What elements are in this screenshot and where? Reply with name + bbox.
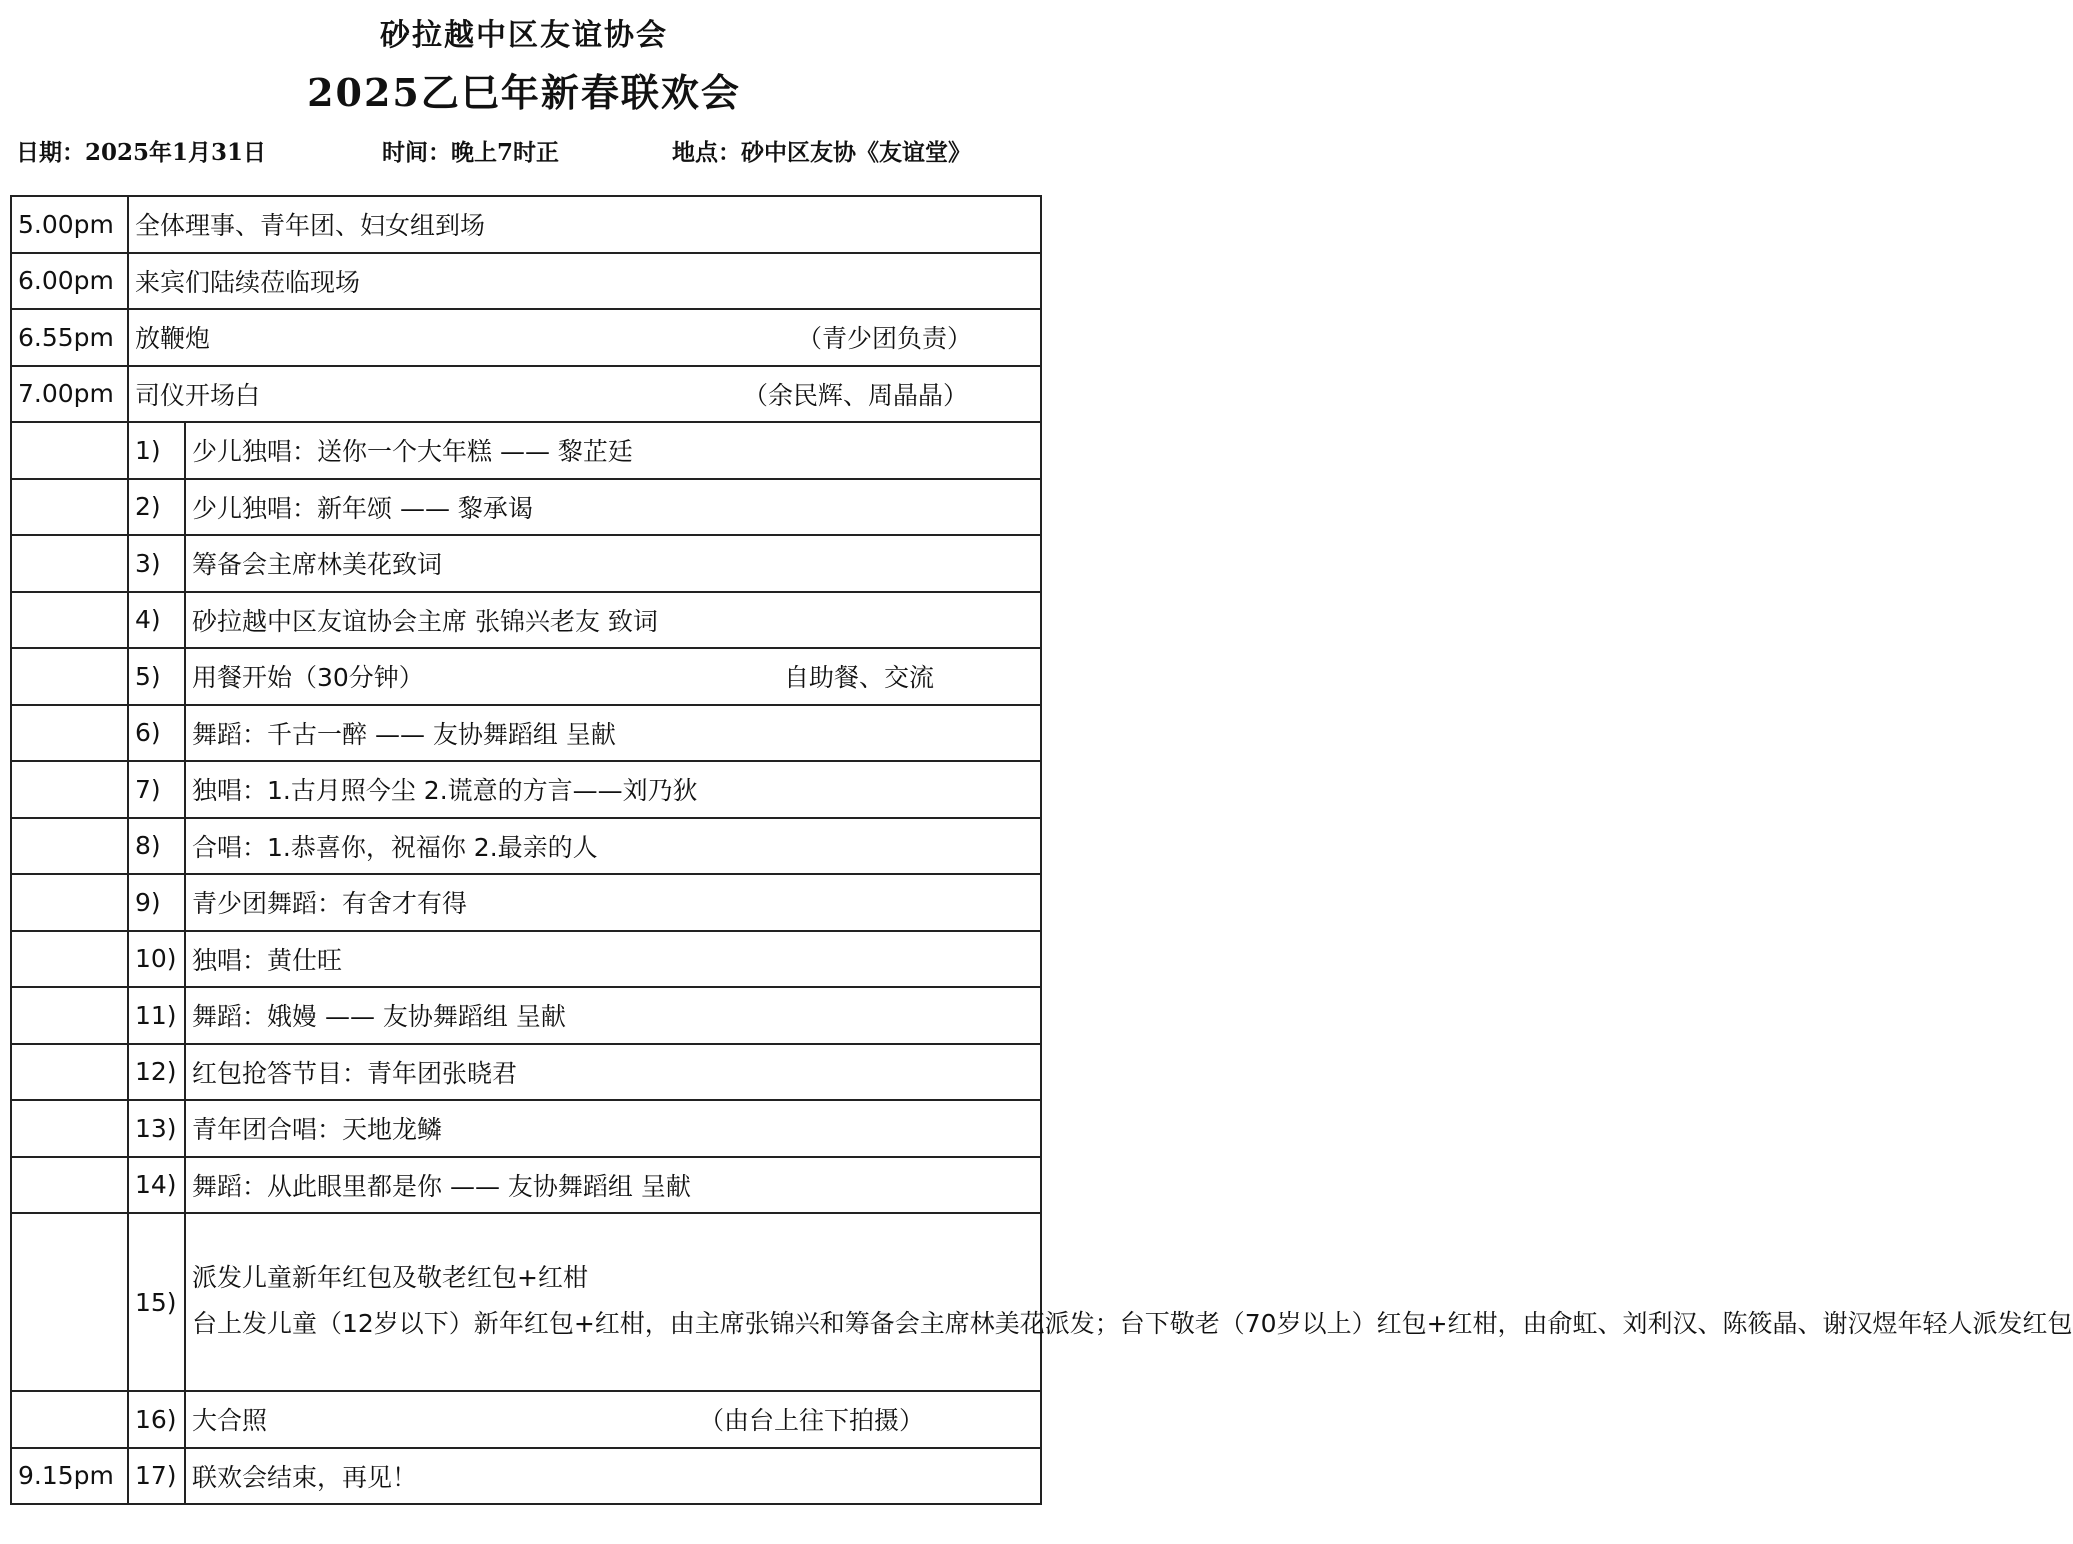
program-item-row (11, 874, 1041, 931)
item-text: 青少团舞蹈：有舍才有得 (185, 874, 1041, 931)
item-cell (185, 1391, 1041, 1448)
program-item-row (11, 422, 1041, 479)
time-cell: 5.00pm (11, 196, 128, 253)
program-item-row (11, 1044, 1041, 1101)
item-number: 2) (128, 479, 185, 536)
item-cell (185, 648, 1041, 705)
item-number: 9) (128, 874, 185, 931)
activity-cell (128, 196, 1041, 253)
program-item-row (11, 931, 1041, 988)
program-item-row (11, 818, 1041, 875)
item-number: 13) (128, 1100, 185, 1157)
event-venue: 地点：砂中区友协《友谊堂》 (672, 139, 971, 166)
item-text: 独唱：黄仕旺 (185, 931, 1041, 988)
item-text: 大合照 (192, 1406, 268, 1436)
item-detail: 台上发儿童（12岁以下）新年红包+红柑，由主席张锦兴和筹备会主席林美花派发；台下敬老（70岁以上）红包+红柑，由俞虹、刘利汉、陈筱晶、谢汉煜年轻人派发红包 (192, 1308, 2073, 1338)
item-number: 14) (128, 1157, 185, 1214)
program-item-row (11, 648, 1041, 705)
time-cell: 7.00pm (11, 366, 128, 423)
activity-cell (128, 366, 1041, 423)
item-text: 少儿独唱：送你一个大年糕 —— 黎芷廷 (185, 422, 1041, 479)
event-date: 日期：2025年1月31日 (16, 139, 267, 166)
item-text: 用餐开始（30分钟） (192, 663, 424, 693)
schedule-row (11, 253, 1041, 310)
item-number: 3) (128, 535, 185, 592)
activity-text: 来宾们陆续莅临现场 (135, 267, 361, 297)
item-number: 6) (128, 705, 185, 762)
item-text: 舞蹈：千古一醉 —— 友协舞蹈组 呈献 (185, 705, 1041, 762)
program-schedule-table (10, 195, 2073, 1505)
item-text: 合唱：1.恭喜你，祝福你 2.最亲的人 (185, 818, 1041, 875)
item-number: 4) (128, 592, 185, 649)
program-item-row (11, 761, 1041, 818)
item-text: 舞蹈：从此眼里都是你 —— 友协舞蹈组 呈献 (185, 1157, 1041, 1214)
item-number: 15) (128, 1213, 185, 1391)
item-number: 11) (128, 987, 185, 1044)
event-time: 时间：晚上7时正 (382, 139, 560, 166)
schedule-row (11, 1448, 1041, 1505)
item-number: 17) (128, 1448, 185, 1505)
item-text: 青年团合唱：天地龙鳞 (185, 1100, 1041, 1157)
item-number: 8) (128, 818, 185, 875)
item-note: 自助餐、交流 (783, 663, 934, 693)
item-text: 红包抢答节目：青年团张晓君 (185, 1044, 1041, 1101)
item-text: 独唱：1.古月照今尘 2.谎意的方言——刘乃狄 (185, 761, 1041, 818)
item-text: 舞蹈：娥嫚 —— 友协舞蹈组 呈献 (185, 987, 1041, 1044)
item-text: 联欢会结束，再见！ (185, 1448, 1041, 1505)
program-item-row (11, 1157, 1041, 1214)
organization-title: 砂拉越中区友谊协会 (380, 18, 668, 53)
item-text: 砂拉越中区友谊协会主席 张锦兴老友 致词 (185, 592, 1041, 649)
program-item-row (11, 479, 1041, 536)
item-number: 5) (128, 648, 185, 705)
program-item-row (11, 535, 1041, 592)
item-number: 1) (128, 422, 185, 479)
activity-text: 全体理事、青年团、妇女组到场 (135, 211, 486, 241)
activity-text: 放鞭炮 (135, 324, 211, 354)
item-note: （由台上往下拍摄） (698, 1406, 924, 1436)
schedule-row (11, 309, 1041, 366)
item-number: 7) (128, 761, 185, 818)
event-title: 2025乙巳年新春联欢会 (307, 70, 741, 115)
program-item-row (11, 592, 1041, 649)
item-number: 12) (128, 1044, 185, 1101)
item-cell (185, 1213, 2073, 1391)
program-item-row (11, 1391, 1041, 1448)
item-number: 16) (128, 1391, 185, 1448)
time-cell: 6.55pm (11, 309, 128, 366)
activity-cell (128, 309, 1041, 366)
item-text: 少儿独唱：新年颂 —— 黎承谒 (185, 479, 1041, 536)
activity-note: （青少团负责） (796, 324, 972, 354)
item-text: 筹备会主席林美花致词 (185, 535, 1041, 592)
item-number: 10) (128, 931, 185, 988)
time-cell: 9.15pm (11, 1448, 128, 1505)
program-item-row (11, 1213, 1041, 1391)
activity-note: （余民辉、周晶晶） (742, 380, 968, 410)
item-text: 派发儿童新年红包及敬老红包+红柑 (192, 1262, 588, 1292)
program-item-row (11, 705, 1041, 762)
activity-cell (128, 253, 1041, 310)
schedule-row (11, 196, 1041, 253)
program-item-row (11, 1100, 1041, 1157)
activity-text: 司仪开场白 (135, 380, 261, 410)
time-cell: 6.00pm (11, 253, 128, 310)
program-item-row (11, 987, 1041, 1044)
schedule-row (11, 366, 1041, 423)
